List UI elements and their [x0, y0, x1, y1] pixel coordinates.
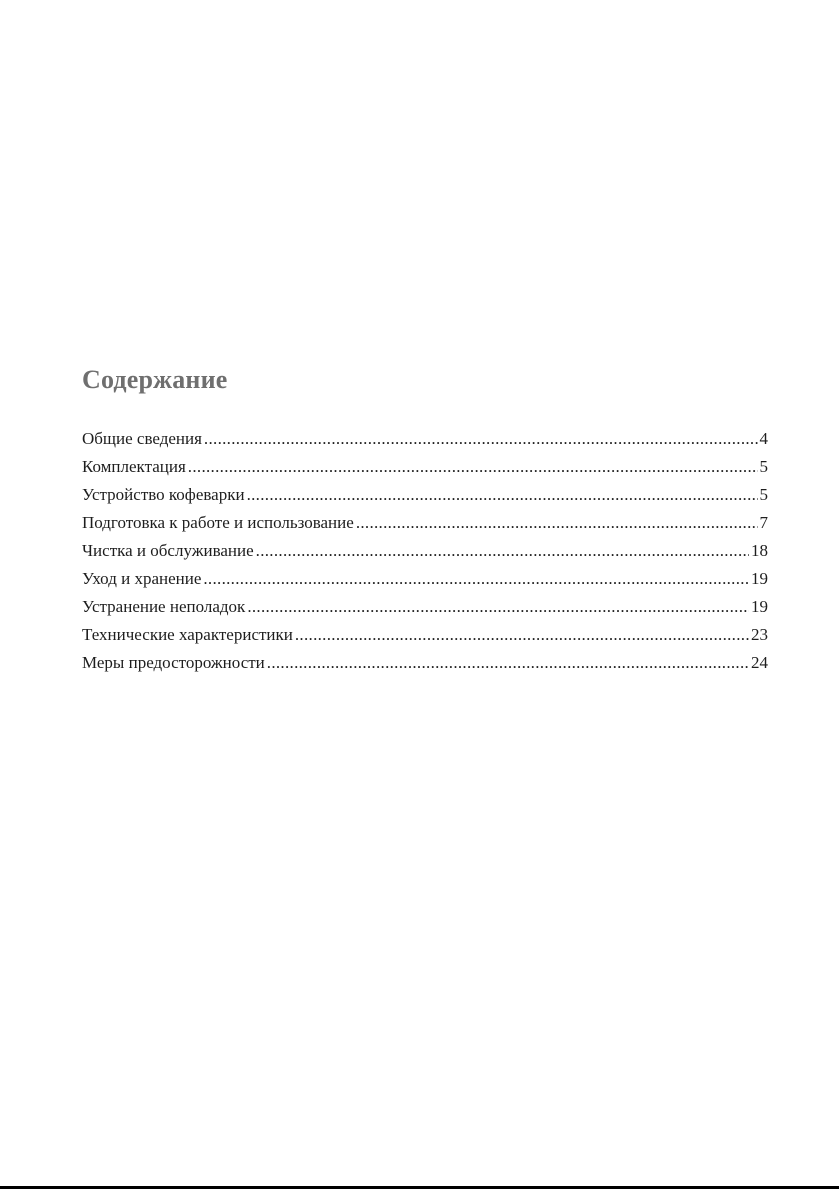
toc-entry-title: Устранение неполадок	[82, 597, 246, 616]
toc-entry-troubleshooting[interactable]	[82, 593, 768, 621]
toc-entry-page: 19	[751, 597, 768, 616]
toc-entry-page: 7	[759, 513, 768, 532]
toc-entry-title: Чистка и обслуживание	[82, 541, 254, 560]
toc-entry-title: Устройство кофеварки	[82, 485, 245, 504]
toc-entry-safety-precautions[interactable]	[82, 649, 768, 677]
toc-entry-page: 19	[751, 569, 768, 588]
toc-entry-coffee-maker-design[interactable]	[82, 481, 768, 509]
toc-entry-title: Меры предосторожности	[82, 653, 265, 672]
toc-dot-leader	[188, 453, 758, 481]
toc-dot-leader	[247, 593, 749, 621]
toc-dot-leader	[247, 481, 758, 509]
toc-dot-leader	[204, 425, 758, 453]
toc-entry-page: 18	[751, 541, 768, 560]
toc-heading: Содержание	[82, 365, 228, 394]
toc-entry-preparation-and-use[interactable]	[82, 509, 768, 537]
toc-dot-leader	[203, 565, 749, 593]
toc-entry-title: Подготовка к работе и использование	[82, 513, 354, 532]
toc-entry-page: 23	[751, 625, 768, 644]
toc-entry-title: Технические характеристики	[82, 625, 293, 644]
toc-entry-page: 5	[759, 485, 768, 504]
toc-entry-title: Комплектация	[82, 457, 186, 476]
toc-entry-cleaning-and-maintenance[interactable]	[82, 537, 768, 565]
toc-entry-general-info[interactable]	[82, 425, 768, 453]
toc-entry-package-contents[interactable]	[82, 453, 768, 481]
toc-entry-page: 24	[751, 653, 768, 672]
toc-dot-leader	[295, 621, 749, 649]
toc-dot-leader	[356, 509, 758, 537]
toc-dot-leader	[267, 649, 749, 677]
toc-entry-page: 5	[759, 457, 768, 476]
toc-entry-title: Уход и хранение	[82, 569, 202, 588]
toc-entry-page: 4	[759, 429, 768, 448]
toc-entry-title: Общие сведения	[82, 429, 202, 448]
toc-dot-leader	[256, 537, 749, 565]
toc-entry-specifications[interactable]	[82, 621, 768, 649]
toc-entry-care-and-storage[interactable]	[82, 565, 768, 593]
toc-list	[82, 425, 768, 677]
